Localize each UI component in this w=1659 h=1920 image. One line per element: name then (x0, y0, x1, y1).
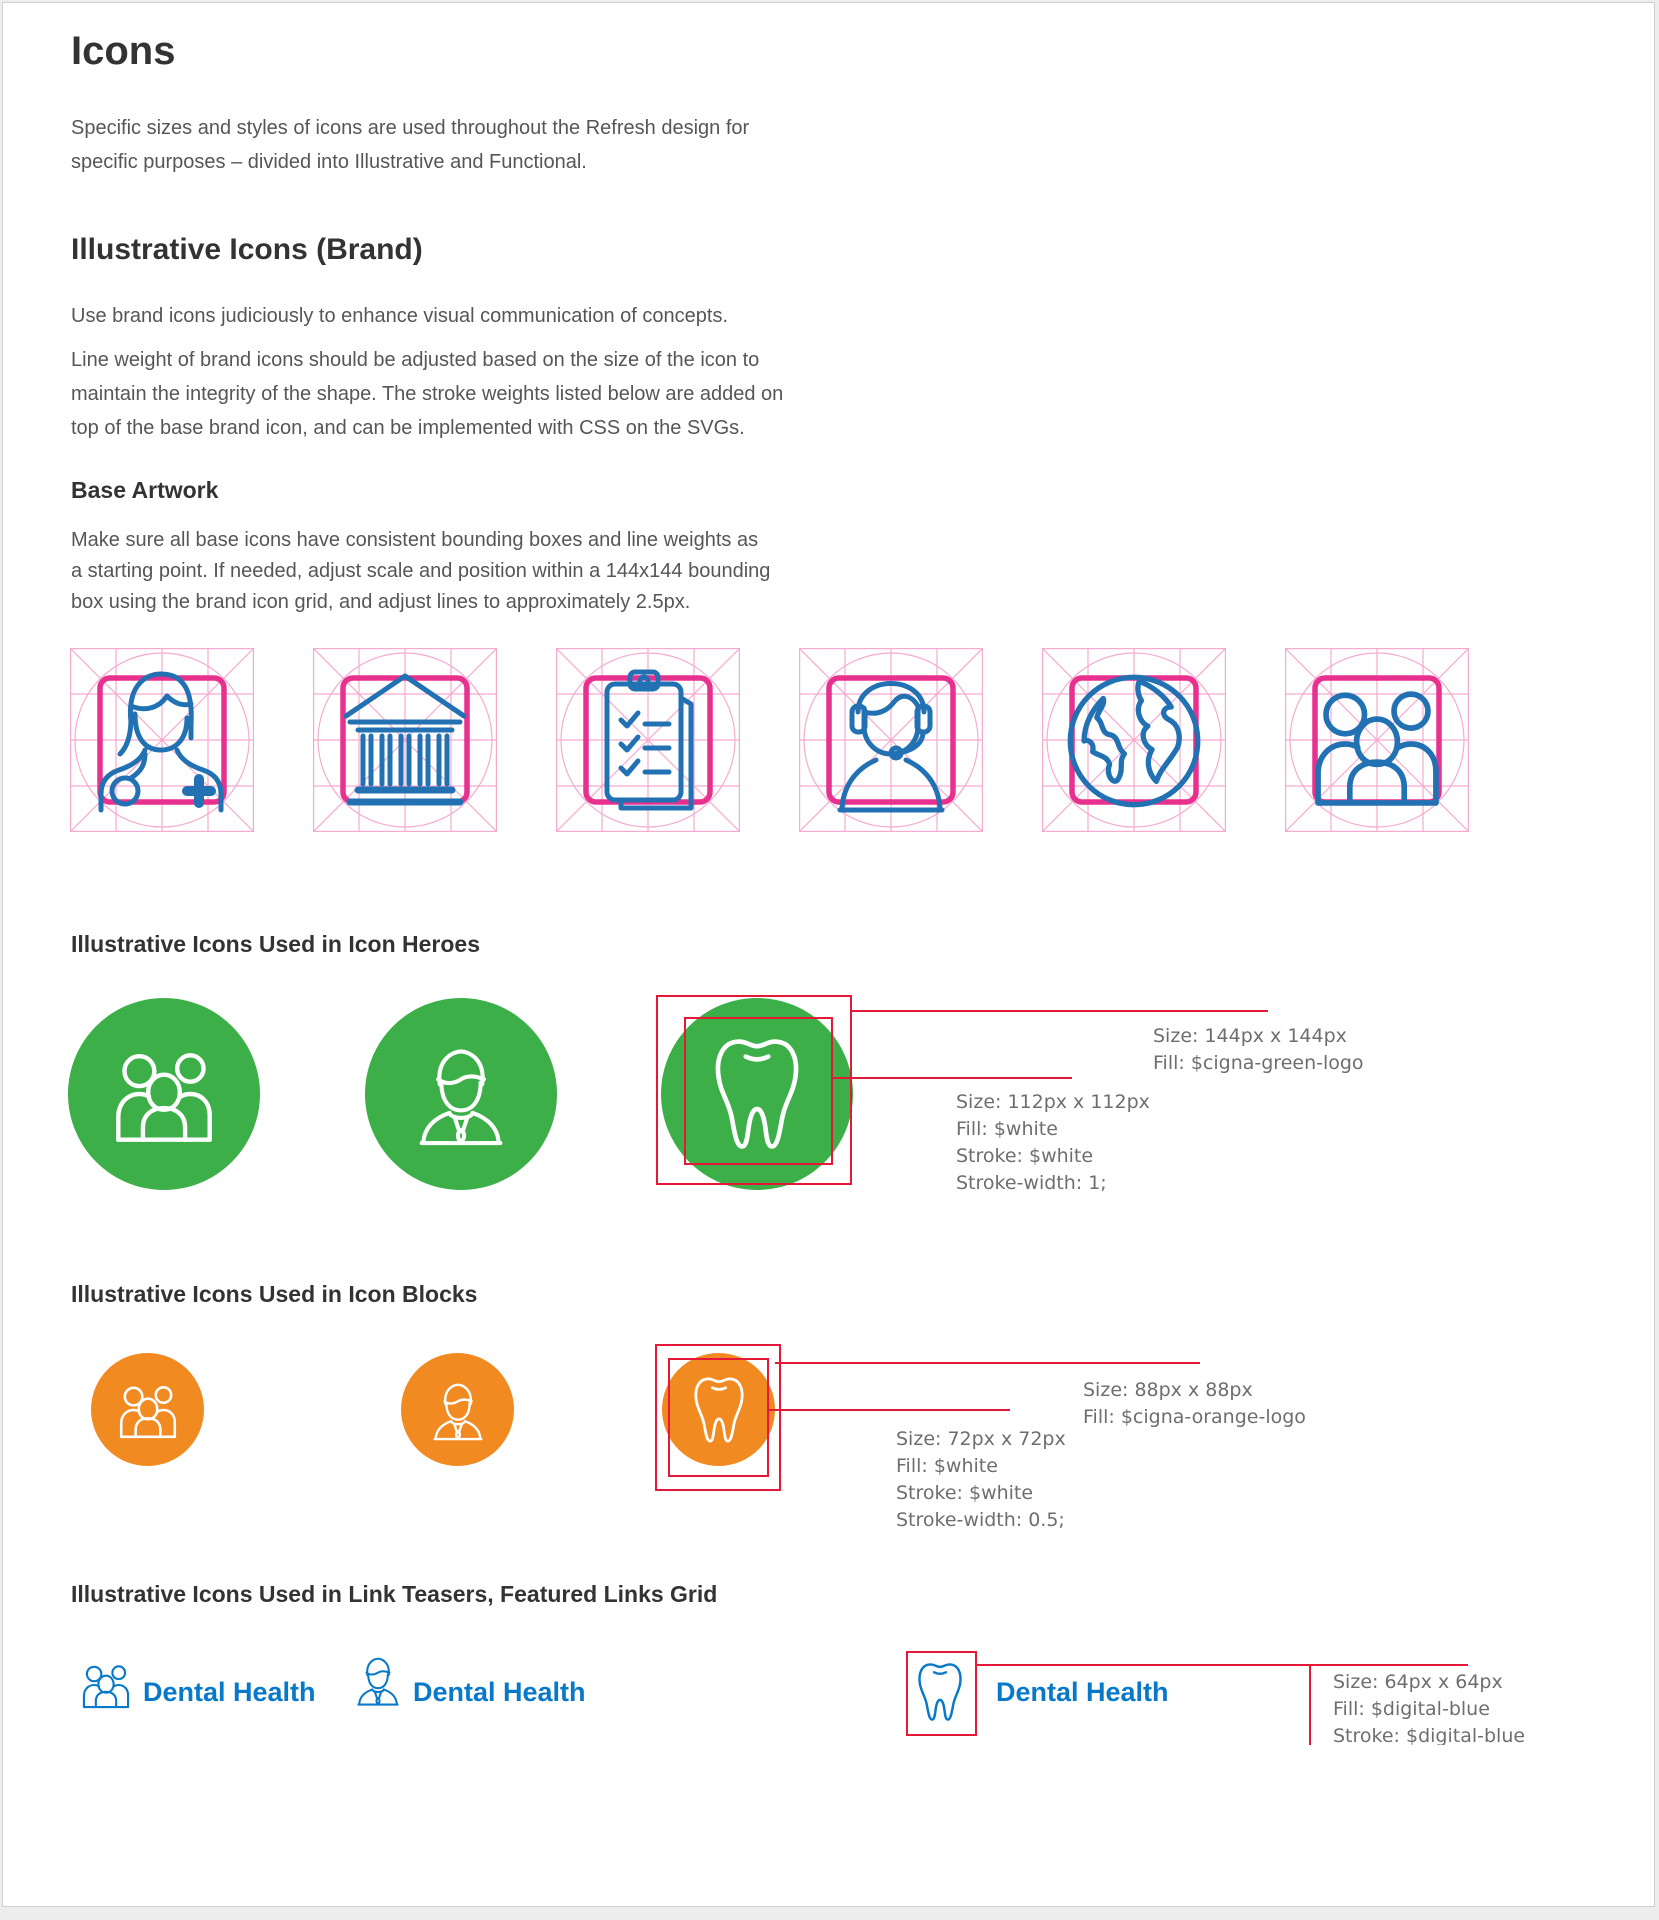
globe-icon (1042, 648, 1226, 832)
family-icon (114, 1379, 182, 1441)
brand-icon-grid-row (70, 648, 1469, 832)
icon-block-orange-circle (401, 1353, 514, 1466)
hero-inner-measure-box (684, 1017, 833, 1165)
hero-inner-annotation: Size: 112px x 112px Fill: $white Stroke: $white Stroke-width: 1; (956, 1091, 1150, 1194)
heading-illustrative-icons-brand: Illustrative Icons (Brand) (71, 233, 423, 266)
link-dental-health-1[interactable]: Dental Health (143, 1677, 316, 1707)
heading-link-teasers: Illustrative Icons Used in Link Teasers, Featured Links Grid (71, 1581, 718, 1607)
dentist-icon (351, 1653, 405, 1707)
hero-outer-annotation: Size: 144px x 144px Fill: $cigna-green-logo (1153, 1025, 1364, 1074)
teaser-annotation-divider-line (1309, 1664, 1311, 1745)
block-outer-annotation-line (775, 1362, 1200, 1364)
heading-base-artwork: Base Artwork (71, 477, 219, 503)
link-dental-health-2[interactable]: Dental Health (413, 1677, 586, 1707)
block-outer-annotation: Size: 88px x 88px Fill: $cigna-orange-logo (1083, 1379, 1306, 1428)
hero-inner-annotation-line (833, 1077, 1072, 1079)
teaser-annotation-line (977, 1664, 1468, 1666)
link-dental-health-3[interactable]: Dental Health (996, 1677, 1169, 1707)
page-title: Icons (71, 29, 176, 73)
dentist-icon (407, 1040, 515, 1148)
block-inner-measure-box (668, 1358, 769, 1477)
block-inner-annotation: Size: 72px x 72px Fill: $white Stroke: $white Stroke-width: 0.5; (896, 1428, 1066, 1531)
family-icon (1285, 648, 1469, 832)
customer-service-icon (799, 648, 983, 832)
brand-paragraph-2: Line weight of brand icons should be adjusted based on the size of the icon to maintain the integrity of the shape. The stroke weights listed below are added on top of the base brand icon, and can be implemented with CSS on the SVGs. (71, 349, 784, 439)
icon-block-orange-circle (91, 1353, 204, 1466)
base-artwork-paragraph: Make sure all base icons have consistent bounding boxes and line weights as a starting point. If needed, adjust scale and position within a 144x144 bounding box using the brand icon grid, and adjust lines to approximately 2.5px. (71, 529, 771, 613)
icon-hero-green-circle (365, 998, 557, 1190)
intro-paragraph: Specific sizes and styles of icons are used throughout the Refresh design for specific purposes – divided into Illustrative and Functional. (71, 117, 750, 173)
checklist-icon (556, 648, 740, 832)
tooth-icon (915, 1661, 965, 1723)
icon-hero-green-circle (68, 998, 260, 1190)
style-guide-page (2, 2, 1655, 1907)
bank-icon (313, 648, 497, 832)
family-icon (106, 1041, 222, 1147)
heading-icon-blocks: Illustrative Icons Used in Icon Blocks (71, 1281, 478, 1307)
heading-icon-heroes: Illustrative Icons Used in Icon Heroes (71, 931, 481, 957)
doctor-icon (70, 648, 254, 832)
family-icon (78, 1659, 134, 1711)
block-inner-annotation-line (768, 1409, 1010, 1411)
teaser-annotation: Size: 64px x 64px Fill: $digital-blue Stroke: $digital-blue (1333, 1671, 1526, 1745)
hero-outer-annotation-line (852, 1010, 1268, 1012)
dentist-icon (426, 1378, 490, 1442)
brand-paragraph-1: Use brand icons judiciously to enhance visual communication of concepts. (71, 305, 729, 327)
